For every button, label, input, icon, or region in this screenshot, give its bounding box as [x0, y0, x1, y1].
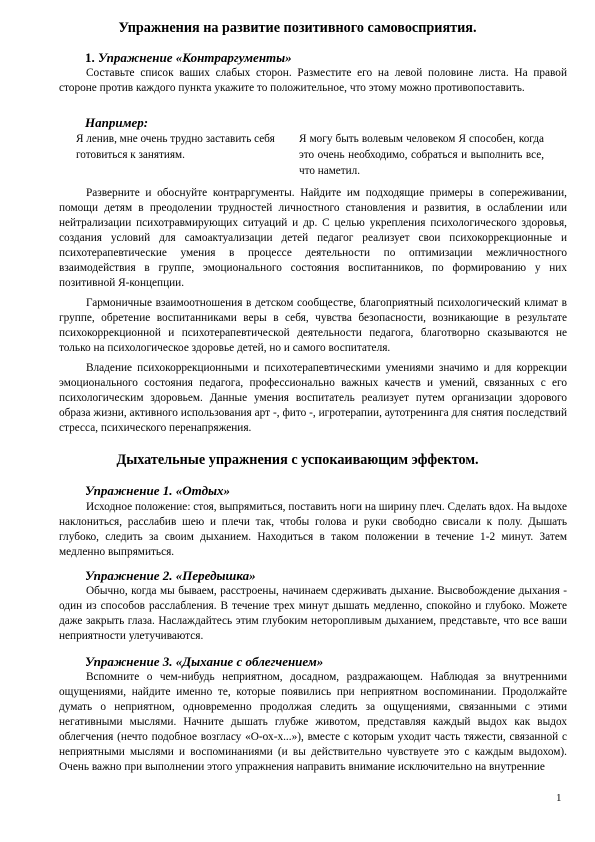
example-right-column: Я могу быть волевым человеком Я способен, когда это очень необходимо, собраться и выполнить все, что наметил.: [299, 133, 544, 177]
breathing-exercise-2-heading: Упражнение 2. «Передышка»: [85, 568, 256, 583]
example-heading: Например:: [85, 115, 149, 130]
breathing-exercise-1-heading: Упражнение 1. «Отдых»: [85, 483, 231, 498]
paragraph-psychocorrection: Владение психокоррекционными и психотерапевтическими умениями значимо и для коррекции эмоционального состояния педагога, профессионально важных качеств и умений, связанных с его психологическим здоровьем. Данные умения воспитатель реализует путем организации здорового образа жизни, активного использования арт -, фито -, игротерапии, аутотренинга для снятия последствий стресса, психического перенапряжения.: [59, 362, 567, 434]
page-title: Упражнения на развитие позитивного самовосприятия.: [118, 20, 477, 36]
breathing-section-title: Дыхательные упражнения с успокаивающим эффектом.: [116, 452, 479, 468]
breathing-exercise-3-heading: Упражнение 3. «Дыхание с облегчением»: [85, 654, 324, 669]
exercise-1-heading: [85, 50, 292, 65]
page-number: 1: [556, 792, 562, 804]
example-left-column: Я ленив, мне очень трудно заставить себя готовиться к занятиям.: [76, 133, 275, 161]
breathing-exercise-1-text: Исходное положение: стоя, выпрямиться, поставить ноги на ширину плеч. Сделать вдох. На выдохе наклониться, расслабив шею и плечи так, чтобы голова и руки свободно свисали к полу. Дышать глубоко, следить за своим дыханием. Находиться в таком положении в течение 1-2 минут. Затем медленно выпрямиться.: [59, 501, 567, 558]
paragraph-harmonious-relations: Гармоничные взаимоотношения в детском сообществе, благоприятный психологический климат в группе, обретение воспитанниками веры в себя, чувства безопасности, возникающие в результате психокоррекционной и психотерапевтической деятельности педагога, благотворно сказываются не только на психологическое здоровье детей, но и самого воспитателя.: [59, 297, 567, 354]
breathing-exercise-2-text: Обычно, когда мы бываем, расстроены, начинаем сдерживать дыхание. Высвобождение дыхания - один из способов расслабления. В течение трех минут дышать медленно, спокойно и глубоко. Можете даже закрыть глаза. Наслаждайтесь этим глубоким неторопливым дыханием, представьте, что все ваши неприятности улетучиваются.: [59, 585, 567, 642]
exercise-1-number: 1.: [85, 50, 95, 65]
breathing-exercise-3-text: Вспомните о чем-нибудь неприятном, досадном, раздражающем. Наблюдая за внутренними ощущениями, найдите именно те, которые появились при неприятном воспоминании. Продолжайте думать о неприятном, одновременно продолжая следить за ощущениями, связанными с этими негативными мыслями. Начните дышать глубже животом, представляя каждый выдох как выдох облегчения (нечто подобное возгласу «О-ох-х...»), вместе с которым уходит часть тяжести, связанной с неприятными мыслями и воспоминаниями (и вы действительно чувствуете это с каждым выдохом). Очень важно при выполнении этого упражнения направить внимание исключительно на внутренние: [59, 671, 567, 773]
exercise-1-title: Упражнение «Контраргументы»: [98, 50, 292, 65]
paragraph-counterarguments: Разверните и обоснуйте контраргументы. Найдите им подходящие примеры в сопереживании, помощи детям в преодолении трудностей личностного становления и развития, в ослаблении или нейтрализации психотравмирующих ситуаций и др. С целью укрепления психологического здоровья, создания условий для самоактуализации детей педагог реализует свои психокоррекционные и психотерапевтические умения в процессе деятельности по оптимизации межличностного взаимодействия в группе, эмоционального состояния воспитанников, по формированию у них позитивной Я-концепции.: [59, 187, 567, 289]
exercise-1-text: Составьте список ваших слабых сторон. Разместите его на левой половине листа. На правой стороне против каждого пункта укажите то положительное, что этому можно противопоставить.: [59, 67, 567, 94]
